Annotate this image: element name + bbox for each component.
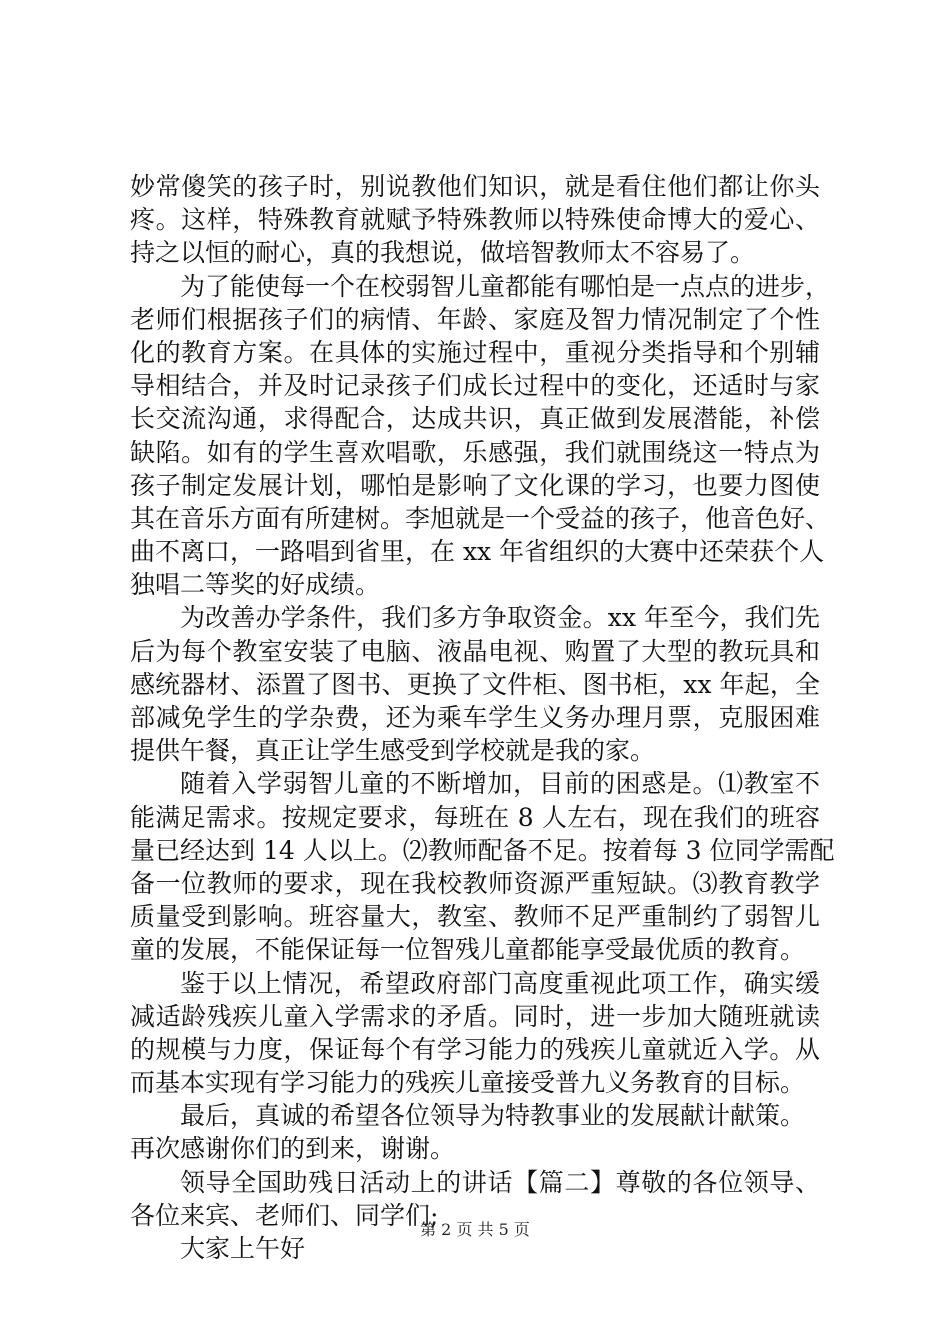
- text-line: 后为每个教室安装了电脑、液晶电视、购置了大型的教玩具和: [130, 636, 820, 666]
- text-line: 部减免学生的学杂费，还为乘车学生义务办理月票，克服困难: [130, 703, 820, 732]
- section-heading-line: 领导全国助残日活动上的讲话【篇二】尊敬的各位领导、: [180, 1167, 820, 1197]
- paragraph-first-line: 为了能使每一个在校弱智儿童都能有哪怕是一点点的进步，: [180, 271, 831, 301]
- text-line: 长交流沟通，求得配合，达成共识，真正做到发展潜能，补偿: [130, 404, 820, 434]
- paragraph-first-line: 随着入学弱智儿童的不断增加，目前的困惑是。⑴教室不: [180, 769, 820, 799]
- text-line: 妙常傻笑的孩子时，别说教他们知识，就是看住他们都让你头: [130, 172, 820, 201]
- text-line: 导相结合，并及时记录孩子们成长过程中的变化，还适时与家: [130, 371, 820, 401]
- paragraph-first-line: 最后，真诚的希望各位领导为特教事业的发展献计献策。: [180, 1101, 806, 1131]
- text-line: 老师们根据孩子们的病情、年龄、家庭及智力情况制定了个性: [130, 304, 820, 334]
- text-line: 而基本实现有学习能力的残疾儿童接受普九义务教育的目标。: [130, 1068, 806, 1098]
- text-line: 的规模与力度，保证每个有学习能力的残疾儿童就近入学。从: [130, 1034, 820, 1064]
- text-line: 再次感谢你们的到来，谢谢。: [130, 1134, 456, 1164]
- text-line: 各位来宾、老师们、同学们;: [130, 1200, 439, 1230]
- text-line: 减适龄残疾儿童入学需求的矛盾。同时，进一步加大随班就读: [130, 1001, 820, 1031]
- text-line: 量已经达到 14 人以上。⑵教师配备不足。按着每 3 位同学需配: [130, 835, 835, 865]
- paragraph-first-line: 鉴于以上情况，希望政府部门高度重视此项工作，确实缓: [180, 968, 820, 998]
- text-line: 质量受到影响。班容量大，教室、教师不足严重制约了弱智儿: [130, 902, 820, 932]
- text-line: 化的教育方案。在具体的实施过程中，重视分类指导和个别辅: [130, 337, 820, 367]
- text-line: 其在音乐方面有所建树。李旭就是一个受益的孩子，他音色好、: [130, 503, 831, 533]
- paragraph-first-line: 为改善办学条件，我们多方争取资金。xx 年至今，我们先: [180, 603, 820, 633]
- text-line: 能满足需求。按规定要求，每班在 8 人左右，现在我们的班容: [130, 802, 820, 832]
- text-line: 持之以恒的耐心，真的我想说，做培智教师太不容易了。: [130, 238, 756, 268]
- text-line: 曲不离口，一路唱到省里，在 xx 年省组织的大赛中还荣获个人: [130, 537, 825, 567]
- text-line: 缺陷。如有的学生喜欢唱歌，乐感强，我们就围绕这一特点为: [130, 437, 820, 467]
- text-line: 提供午餐，真正让学生感受到学校就是我的家。: [130, 736, 656, 766]
- greeting-line: 大家上午好: [180, 1234, 306, 1263]
- text-line: 备一位教师的要求，现在我校教师资源严重短缺。⑶教育教学: [130, 868, 820, 898]
- text-line: 孩子制定发展计划，哪怕是影响了文化课的学习，也要力图使: [130, 470, 820, 500]
- text-line: 独唱二等奖的好成绩。: [130, 570, 381, 600]
- text-line: 疼。这样，特殊教育就赋予特殊教师以特殊使命博大的爱心、: [130, 205, 820, 235]
- text-line: 童的发展，不能保证每一位智残儿童都能享受最优质的教育。: [130, 935, 806, 965]
- page-footer: 第 2 页 共 5 页: [420, 1220, 530, 1239]
- document-body: [130, 170, 835, 1265]
- text-line: 感统器材、添置了图书、更换了文件柜、图书柜，xx 年起，全: [130, 669, 820, 699]
